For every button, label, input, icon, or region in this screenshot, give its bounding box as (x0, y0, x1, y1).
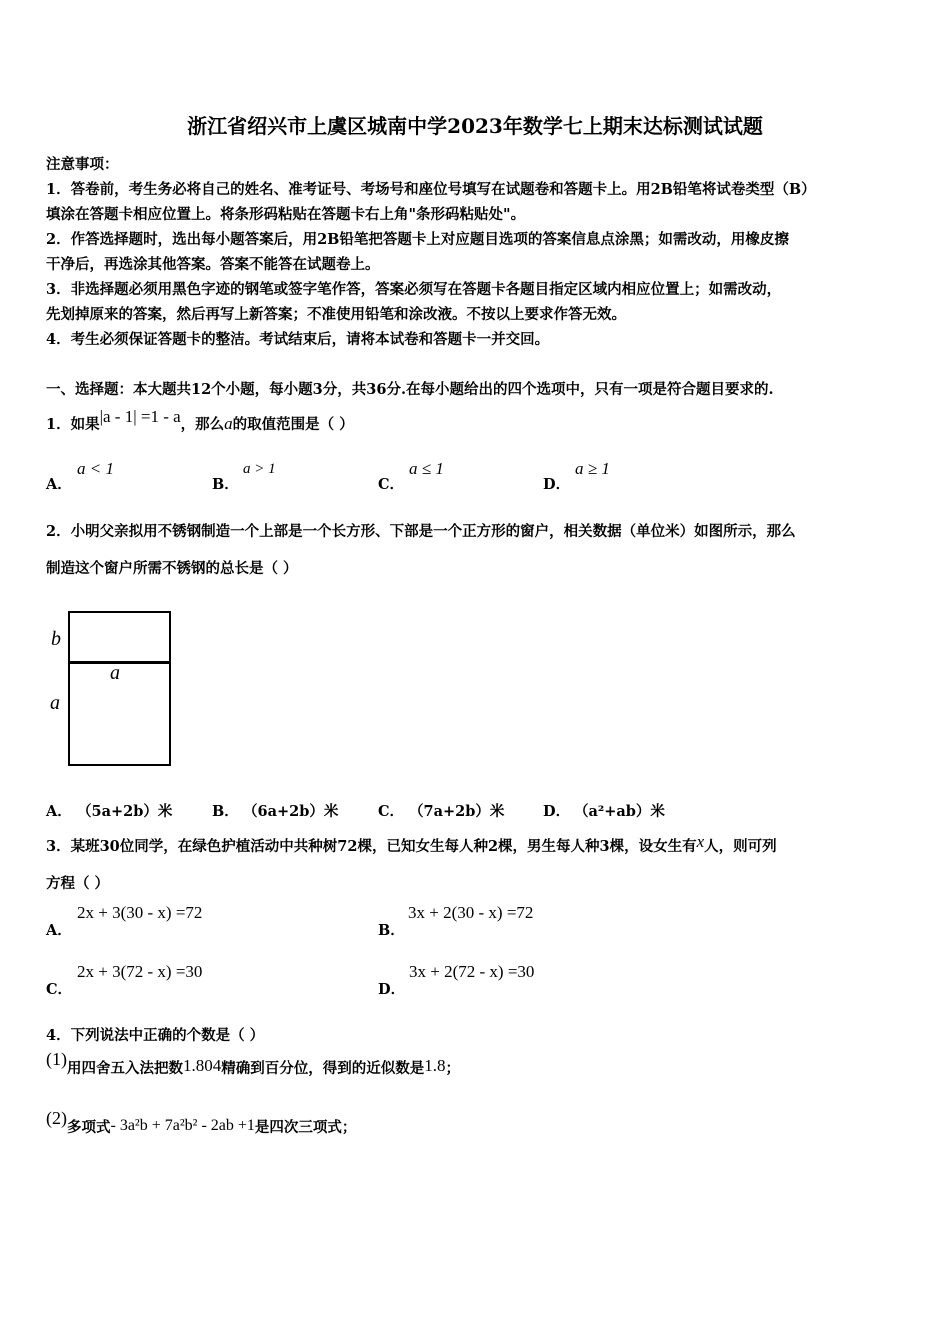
q4-item-1-text-b: 精确到百分位，得到的近似数是 (221, 1060, 425, 1077)
q1-option-b-expr: a > 1 (243, 461, 276, 477)
q1-option-d-expr: a ≥ 1 (575, 459, 610, 478)
notice-line: 1．答卷前，考生务必将自己的姓名、准考证号、考场号和座位号填写在试题卷和答题卡上。用2B铅笔将试卷类型（B） (46, 181, 816, 198)
q3-stem-part1: 3．某班30位同学，在绿色护植活动中共种树72棵，已知女生每人种2棵，男生每人种3棵，设女生有 (46, 838, 697, 855)
q2-option-c-expr: （7a+2b）米 (409, 803, 505, 820)
q3-stem-part2: 人，则可列 (704, 838, 777, 855)
figure-label-b: b (51, 628, 61, 650)
notice-line: 干净后，再选涂其他答案。答案不能答在试题卷上。 (46, 256, 380, 273)
q1-option-a[interactable]: A． (46, 476, 72, 493)
q4-item-2-number: (2) (46, 1108, 67, 1128)
q3-option-b[interactable]: B． (378, 922, 405, 939)
q3-stem-line1 (46, 832, 777, 856)
section-heading: 一、选择题：本大题共12个小题，每小题3分，共36分.在每小题给出的四个选项中，只有一项是符合题目要求的. (46, 381, 774, 398)
q2-option-a[interactable]: A． (46, 803, 72, 820)
q4-item-1 (46, 1049, 460, 1078)
q2-stem-line2: 制造这个窗户所需不锈钢的总长是（ ） (46, 560, 298, 577)
figure-top-rectangle (68, 611, 171, 664)
page-title: 浙江省绍兴市上虞区城南中学2023年数学七上期末达标测试试题 (187, 114, 763, 138)
q1-option-c[interactable]: C． (378, 476, 405, 493)
q3-var: x (696, 832, 705, 851)
q2-option-b-expr: （6a+2b）米 (243, 803, 339, 820)
q2-stem-line1: 2．小明父亲拟用不锈钢制造一个上部是一个长方形、下部是一个正方形的窗户，相关数据（单位米）如图所示，那么 (46, 523, 796, 540)
q4-item-2-expr: - 3a²b + 7a²b² - 2ab +1 (110, 1117, 255, 1134)
q2-option-c[interactable]: C． (378, 803, 405, 820)
q1-expr: |a - 1| =1 - a (99, 407, 181, 426)
q3-option-d-expr: 3x + 2(72 - x) =30 (409, 962, 535, 981)
q4-stem: 4．下列说法中正确的个数是（ ） (46, 1027, 265, 1044)
notice-line: 填涂在答题卡相应位置上。将条形码粘贴在答题卡右上角"条形码粘贴处"。 (46, 206, 526, 223)
q2-option-a-expr: （5a+2b）米 (77, 803, 173, 820)
q4-item-1-text-c: ； (445, 1060, 460, 1077)
q3-option-c-expr: 2x + 3(72 - x) =30 (77, 962, 203, 981)
q4-item-1-value2: 1.8 (424, 1056, 446, 1075)
q1-stem (46, 407, 354, 434)
notice-line: 3．非选择题必须用黑色字迹的钢笔或签字笔作答，答案必须写在答题卡各题目指定区域内相应位置上；如需改动， (46, 281, 782, 298)
figure-label-a-top: a (110, 662, 120, 684)
q1-mid: ，那么 (180, 416, 225, 433)
q4-item-2-text-a: 多项式 (67, 1119, 111, 1136)
notice-line: 4．考生必须保证答题卡的整洁。考试结束后，请将本试卷和答题卡一并交回。 (46, 331, 550, 348)
figure-label-a-left: a (50, 692, 60, 714)
q1-var: a (224, 414, 233, 433)
q1-option-d[interactable]: D． (543, 476, 571, 493)
q1-option-b[interactable]: B． (212, 476, 239, 493)
q4-item-1-number: (1) (46, 1049, 67, 1069)
q2-option-d[interactable]: D． (543, 803, 571, 820)
q3-option-a-expr: 2x + 3(30 - x) =72 (77, 903, 203, 922)
q2-option-d-expr: （a²+ab）米 (574, 803, 665, 820)
notice-heading: 注意事项： (46, 156, 119, 173)
q1-option-c-expr: a ≤ 1 (409, 459, 444, 478)
notice-line: 先划掉原来的答案，然后再写上新答案；不准使用铅笔和涂改液。不按以上要求作答无效。 (46, 306, 626, 323)
q3-option-a[interactable]: A． (46, 922, 72, 939)
q3-stem-line2: 方程（ ） (46, 875, 110, 892)
notice-line: 2．作答选择题时，选出每小题答案后，用2B铅笔把答题卡上对应题目选项的答案信息点涂黑；如需改动，用橡皮擦 (46, 231, 789, 248)
q4-item-1-text-a: 用四舍五入法把数 (67, 1060, 183, 1077)
q4-item-1-value1: 1.804 (183, 1056, 222, 1075)
q4-item-2 (46, 1108, 357, 1137)
q1-suffix: 的取值范围是（ ） (232, 416, 354, 433)
q1-option-a-expr: a < 1 (77, 459, 114, 478)
q3-option-b-expr: 3x + 2(30 - x) =72 (408, 903, 534, 922)
q1-prefix: 1．如果 (46, 416, 100, 433)
q2-option-b[interactable]: B． (212, 803, 239, 820)
q3-option-c[interactable]: C． (46, 981, 73, 998)
q4-item-2-text-b: 是四次三项式； (254, 1119, 357, 1136)
q3-option-d[interactable]: D． (378, 981, 406, 998)
